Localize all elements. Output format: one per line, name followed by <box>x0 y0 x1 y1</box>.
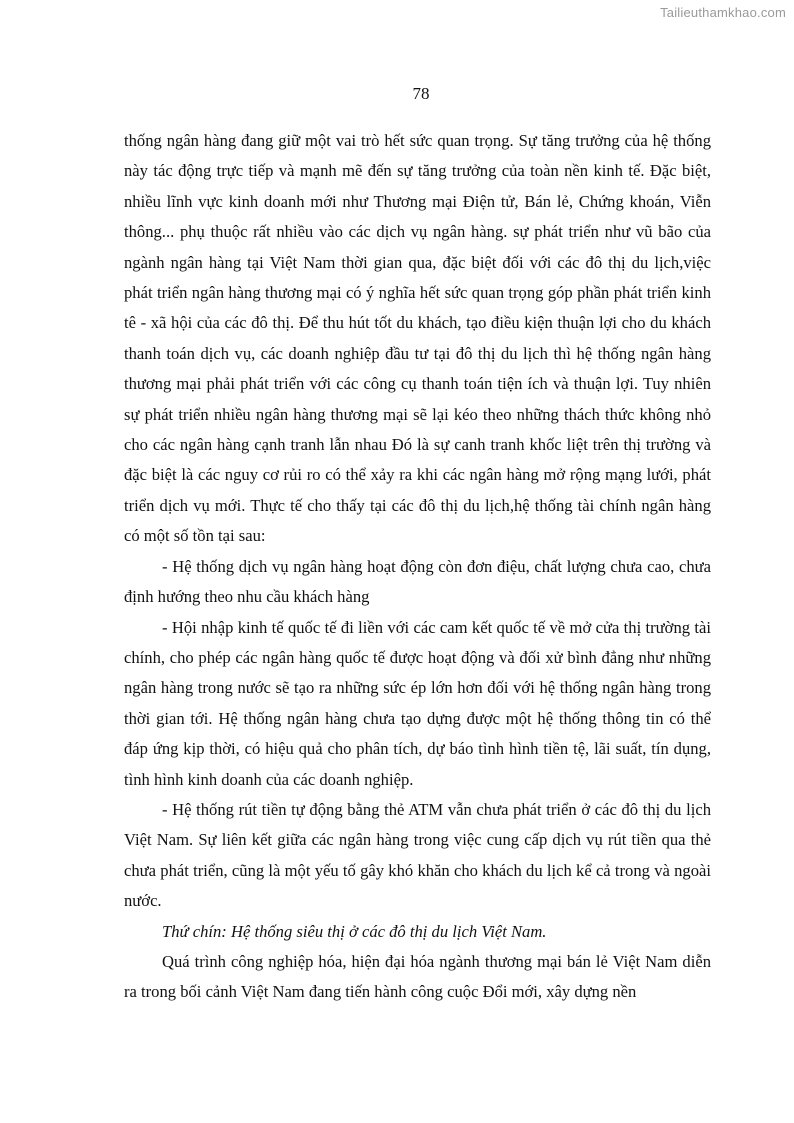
document-body <box>124 126 711 1008</box>
section-heading-supermarkets: Thứ chín: Hệ thống siêu thị ở các đô thị du lịch Việt Nam. <box>162 921 547 941</box>
paragraph-bullet-atm: - Hệ thống rút tiền tự động bằng thẻ ATM vẫn chưa phát triển ở các đô thị du lịch Việt Nam. Sự liên kết giữa các ngân hàng trong việc cung cấp dịch vụ rút tiền qua thẻ chưa phát triển, cũng là một yếu tố gây khó khăn cho khách du lịch kể cả trong và ngoài nước. <box>124 799 711 911</box>
paragraph-retail: Quá trình công nghiệp hóa, hiện đại hóa ngành thương mại bán lẻ Việt Nam diễn ra trong bối cảnh Việt Nam đang tiến hành công cuộc Đổi mới, xây dựng nền <box>124 951 711 1002</box>
page-number: 78 <box>412 84 430 103</box>
paragraph-bullet-services: - Hệ thống dịch vụ ngân hàng hoạt động còn đơn điệu, chất lượng chưa cao, chưa định hướng theo nhu cầu khách hàng <box>124 556 711 607</box>
paragraph-intro: thống ngân hàng đang giữ một vai trò hết sức quan trọng. Sự tăng trưởng của hệ thống này tác động trực tiếp và mạnh mẽ đến sự tăng trưởng của toàn nền kinh tế. Đặc biệt, nhiều lĩnh vực kinh doanh mới như Thương mại Điện tử, Bán lẻ, Chứng khoán, Viễn thông... phụ thuộc rất nhiều vào các dịch vụ ngân hàng. sự phát triển như vũ bão của ngành ngân hàng tại Việt Nam thời gian qua, đặc biệt đối với các đô thị du lịch,việc phát triển ngân hàng thương mại có ý nghĩa hết sức quan trọng góp phần phát triển kinh tê - xã hội của các đô thị. Để thu hút tốt du khách, tạo điều kiện thuận lợi cho du khách thanh toán dịch vụ, các doanh nghiệp đầu tư tại đô thị du lịch thì hệ thống ngân hàng thương mại phải phát triển với các công cụ thanh toán tiện ích và thuận lợi. Tuy nhiên sự phát triển nhiều ngân hàng thương mại sẽ lại kéo theo những thách thức không nhỏ cho các ngân hàng cạnh tranh lẫn nhau Đó là sự canh tranh khốc liệt trên thị trường và đặc biệt là các nguy cơ rủi ro có thể xảy ra khi các ngân hàng mở rộng mạng lưới, phát triển dịch vụ mới. Thực tế cho thấy tại các đô thị du lịch,hệ thống tài chính ngân hàng có một số tồn tại sau: <box>124 131 711 546</box>
watermark-text: Tailieuthamkhao.com <box>660 5 786 20</box>
paragraph-bullet-integration: - Hội nhập kinh tế quốc tế đi liền với các cam kết quốc tế về mở cửa thị trường tài chính, cho phép các ngân hàng quốc tế được hoạt động và đối xử bình đẳng như những ngân hàng trong nước sẽ tạo ra những sức ép lớn hơn đối với hệ thống ngân hàng trong thời gian tới. Hệ thống ngân hàng chưa tạo dựng được một hệ thống thông tin có thể đáp ứng kịp thời, có hiệu quả cho phân tích, dự báo tình hình tiền tệ, lãi suất, tín dụng, tình hình kinh doanh của các doanh nghiệp. <box>124 617 711 789</box>
